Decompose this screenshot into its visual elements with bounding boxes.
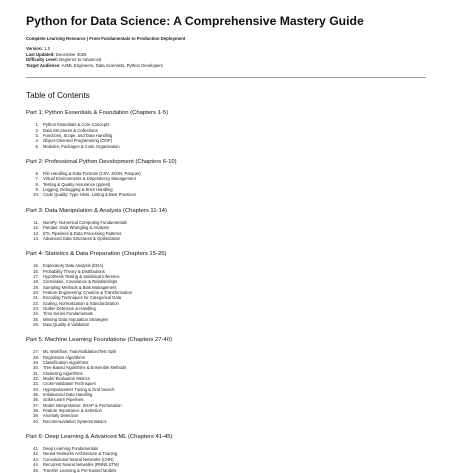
- chapter-item[interactable]: [26, 322, 426, 327]
- meta-label: Target Audience:: [26, 62, 61, 68]
- chapter-number: 24.: [33, 311, 39, 317]
- chapter-item[interactable]: [26, 144, 426, 149]
- chapter-name: Neural Networks Architecture & Training: [43, 451, 118, 457]
- chapter-name: Correlation, Covariance & Relationships: [43, 279, 118, 285]
- chapter-name: Model Interpretation: SHAP & Permutation: [43, 402, 122, 408]
- chapter-number: 14.: [33, 235, 39, 241]
- chapter-name: Sampling Methods & Bias Management: [43, 284, 117, 290]
- chapter-name: Model Evaluation Metrics: [43, 376, 90, 382]
- chapter-number: 26.: [33, 321, 39, 327]
- chapter-name: Advanced Data Structures & Optimization: [43, 235, 121, 241]
- part-title[interactable]: Part 4: Statistics & Data Preparation (Chapters 15-26): [26, 251, 167, 258]
- chapter-name: Missing Data Imputation Strategies: [43, 316, 108, 322]
- chapter-item[interactable]: [26, 192, 426, 197]
- chapter-name: Convolutional Neural Networks (CNN): [43, 456, 114, 462]
- chapter-number: 2.: [35, 127, 39, 133]
- chapter-list: [26, 220, 426, 241]
- chapter-number: 18.: [33, 279, 39, 285]
- chapter-name: Logging, Debugging & Error Handling: [43, 187, 113, 193]
- chapter-number: 23.: [33, 305, 39, 311]
- chapter-number: 40.: [33, 418, 39, 424]
- chapter-number: 6.: [35, 171, 39, 177]
- toc-part-1: [26, 110, 426, 149]
- document-meta: [26, 46, 426, 68]
- chapter-list: [26, 446, 426, 473]
- document-title: Python for Data Science: A Comprehensive Mastery Guide: [26, 14, 364, 28]
- chapter-number: 22.: [33, 300, 39, 306]
- chapter-number: 20.: [33, 289, 39, 295]
- meta-value: AI/ML Engineers, Data Scientists, Python Developers: [61, 62, 163, 68]
- chapter-name: Hypothesis Testing & Statistical Inference: [43, 273, 120, 279]
- chapter-number: 10.: [33, 192, 39, 198]
- chapter-name: Data Quality & Validation: [43, 321, 90, 327]
- chapter-number: 34.: [33, 386, 39, 392]
- chapter-number: 32.: [33, 376, 39, 382]
- chapter-list: [26, 349, 426, 424]
- chapter-name: Functions, Scope, and Data Handling: [43, 133, 113, 139]
- chapter-number: 33.: [33, 381, 39, 387]
- toc-part-5: [26, 337, 426, 424]
- chapter-number: 17.: [33, 273, 39, 279]
- chapter-number: 19.: [33, 284, 39, 290]
- chapter-name: File Handling & Data Formats (CSV, JSON, Parquet): [43, 171, 141, 177]
- chapter-number: 39.: [33, 413, 39, 419]
- chapter-name: ETL Pipelines & Data Processing Patterns: [43, 230, 122, 236]
- chapter-item[interactable]: [26, 419, 426, 424]
- chapter-number: 45.: [33, 467, 39, 473]
- toc-part-4: [26, 251, 426, 327]
- chapter-name: Hyperparameter Tuning & Grid Search: [43, 386, 115, 392]
- chapter-number: 4.: [35, 138, 39, 144]
- chapter-name: Object-Oriented Programming (OOP): [43, 138, 113, 144]
- chapter-number: 3.: [35, 133, 39, 139]
- chapter-number: 29.: [33, 360, 39, 365]
- chapter-name: ML Workflow: Train/Validation/Test Split: [43, 349, 116, 355]
- chapter-number: 41.: [33, 446, 39, 452]
- chapter-number: 37.: [33, 402, 39, 408]
- toc-heading: Table of Contents: [26, 91, 90, 101]
- chapter-name: Code Quality: Type Hints, Linting & Best Practices: [43, 192, 136, 198]
- chapter-number: 42.: [33, 451, 39, 457]
- meta-value: Beginner to Advanced: [59, 57, 102, 63]
- chapter-name: Transfer Learning & Pre-trained Models: [43, 467, 117, 473]
- toc-part-3: [26, 208, 426, 241]
- chapter-name: Classification Algorithms: [43, 360, 89, 365]
- meta-value: 1.0: [44, 46, 51, 51]
- chapter-number: 28.: [33, 354, 39, 360]
- chapter-number: 7.: [35, 176, 39, 182]
- chapter-name: Anomaly Detection: [43, 413, 79, 419]
- meta-label: Version:: [26, 46, 43, 51]
- chapter-number: 25.: [33, 316, 39, 322]
- chapter-number: 11.: [33, 219, 39, 225]
- chapter-name: Testing & Quality Assurance (pytest): [43, 181, 111, 187]
- chapter-name: Probability Theory & Distributions: [43, 268, 105, 274]
- chapter-number: 15.: [33, 263, 39, 269]
- chapter-number: 44.: [33, 462, 39, 468]
- part-title[interactable]: Part 5: Machine Learning Foundations (Chapters 27-40): [26, 337, 173, 344]
- document-subtitle: Complete Learning Resource | From Fundamentals to Production Deployment: [26, 36, 186, 41]
- chapter-name: Time Series Fundamentals: [43, 311, 93, 317]
- chapter-number: 43.: [33, 456, 39, 462]
- part-title[interactable]: Part 3: Data Manipulation & Analysis (Chapters 11-14): [26, 207, 168, 214]
- meta-label: Difficulty Level:: [26, 57, 58, 63]
- chapter-name: Clustering Algorithms: [43, 370, 83, 376]
- chapter-list: [26, 122, 426, 149]
- chapter-name: Data Structures & Collections: [43, 127, 98, 133]
- chapter-item[interactable]: [26, 236, 426, 241]
- chapter-name: Pandas: Data Wrangling & Analysis: [43, 225, 109, 231]
- chapter-number: 38.: [33, 408, 39, 414]
- chapter-name: Recurrent Neural Networks (RNN/LSTM): [43, 462, 119, 468]
- chapter-name: Encoding Techniques for Categorical Data: [43, 295, 122, 301]
- chapter-name: Modules, Packages & Code Organization: [43, 143, 120, 149]
- chapter-number: 36.: [33, 397, 39, 403]
- chapter-name: Imbalanced Data Handling: [43, 392, 93, 398]
- chapter-name: Scikit-Learn Pipelines: [43, 397, 84, 403]
- chapter-number: 13.: [33, 230, 39, 236]
- chapter-number: 1.: [35, 122, 39, 128]
- chapter-number: 30.: [33, 365, 39, 371]
- chapter-name: Deep Learning Fundamentals: [43, 446, 99, 452]
- chapter-name: NumPy: Numerical Computing Fundamentals: [43, 219, 128, 225]
- chapter-number: 9.: [35, 187, 39, 193]
- chapter-number: 8.: [35, 181, 39, 187]
- chapter-name: Python Essentials & Core Concepts: [43, 122, 110, 128]
- chapter-number: 5.: [35, 143, 39, 149]
- chapter-name: Scaling, Normalization & Standardization: [43, 300, 119, 306]
- section-divider: [26, 77, 426, 78]
- table-of-contents: [26, 110, 426, 472]
- chapter-number: 21.: [33, 295, 39, 301]
- chapter-name: Tree-Based Algorithms & Ensemble Methods: [43, 365, 127, 371]
- chapter-number: 16.: [33, 268, 39, 274]
- meta-label: Last Updated:: [26, 51, 55, 57]
- chapter-name: Regression Algorithms: [43, 354, 85, 360]
- chapter-name: Recommendation Systems Basics: [43, 418, 107, 424]
- chapter-list: [26, 171, 426, 198]
- chapter-item[interactable]: [26, 468, 426, 473]
- chapter-name: Cross-Validation Techniques: [43, 381, 96, 387]
- meta-value: December 2025: [55, 51, 87, 57]
- chapter-name: Exploratory Data Analysis (EDA): [43, 263, 104, 269]
- chapter-name: Virtual Environments & Dependency Management: [43, 176, 136, 182]
- chapter-list: [26, 263, 426, 327]
- chapter-name: Feature Importance & Selection: [43, 408, 102, 414]
- chapter-name: Feature Engineering: Creation & Transformation: [43, 289, 133, 295]
- chapter-number: 27.: [33, 349, 39, 355]
- chapter-number: 12.: [33, 225, 39, 231]
- part-title[interactable]: Part 6: Deep Learning & Advanced ML (Chapters 41-45): [26, 434, 173, 441]
- chapter-name: Outlier Detection & Handling: [43, 305, 96, 311]
- meta-audience: [26, 63, 426, 69]
- part-title[interactable]: Part 1: Python Essentials & Foundation (Chapters 1-5): [26, 110, 169, 117]
- part-title[interactable]: Part 2: Professional Python Development (Chapters 6-10): [26, 159, 177, 166]
- toc-part-2: [26, 159, 426, 198]
- chapter-number: 35.: [33, 392, 39, 398]
- toc-part-6: [26, 434, 426, 473]
- chapter-number: 31.: [33, 370, 39, 376]
